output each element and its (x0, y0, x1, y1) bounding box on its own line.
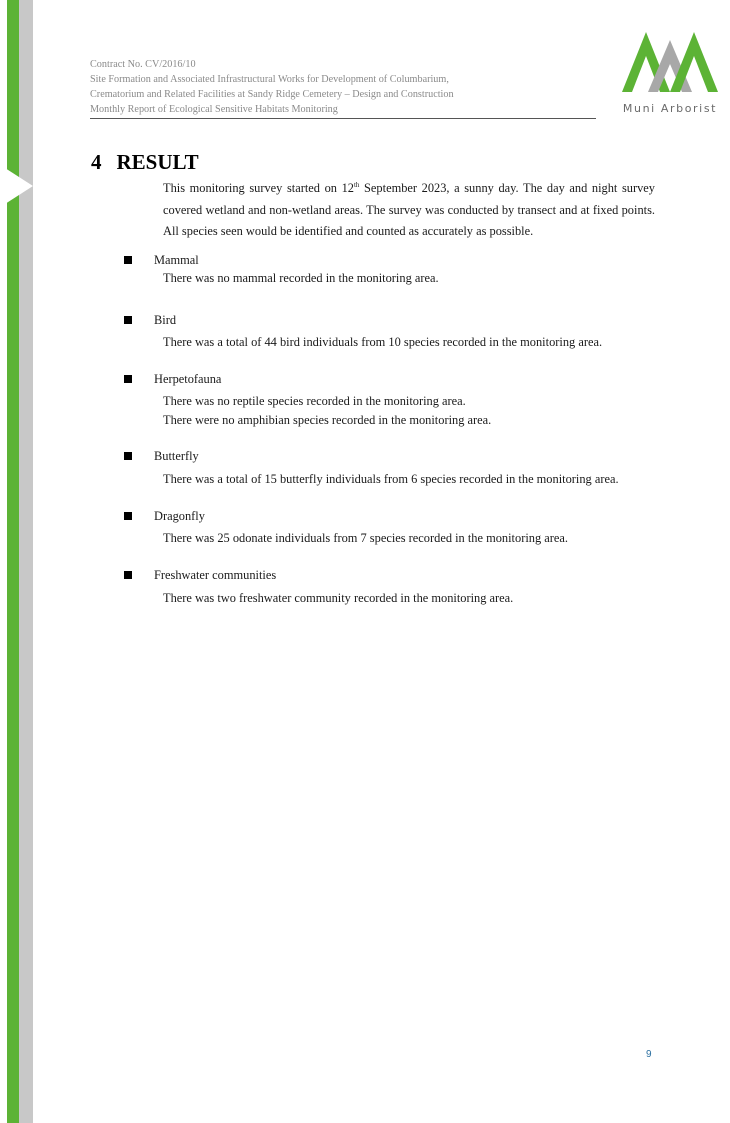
result-title: Dragonfly (154, 509, 205, 523)
logo-mountains-icon (612, 26, 728, 98)
header-report-line: Monthly Report of Ecological Sensitive Habitats Monitoring (90, 104, 338, 115)
header-project-line-2: Crematorium and Related Facilities at Sandy Ridge Cemetery – Design and Construction (90, 89, 454, 100)
result-text: There was two freshwater community recorded in the monitoring area. (163, 591, 514, 605)
bullet-icon (124, 316, 132, 324)
bullet-icon (124, 571, 132, 579)
result-title: Bird (154, 313, 177, 327)
section-title (91, 150, 199, 175)
bullet-icon (124, 256, 132, 264)
result-text: There was no reptile species recorded in the monitoring area. (163, 394, 466, 408)
section-number: 4 (91, 150, 102, 174)
document-header (90, 57, 596, 119)
result-text: There were no amphibian species recorded in the monitoring area. (163, 413, 492, 427)
page-number: 9 (646, 1049, 652, 1060)
result-text: There was 25 odonate individuals from 7 species recorded in the monitoring area. (163, 531, 568, 545)
result-text: There was no mammal recorded in the monitoring area. (163, 271, 439, 285)
bullet-icon (124, 452, 132, 460)
bullet-icon (124, 512, 132, 520)
header-contract-line: Contract No. CV/2016/10 (90, 59, 196, 70)
intro-text-start: This monitoring survey started on 12 (163, 181, 354, 195)
result-text: There was a total of 44 bird individuals from 10 species recorded in the monitoring area. (163, 335, 603, 349)
intro-text-end: September 2023, a sunny day. The day and night survey covered wetland and non-wetland areas. The survey was conducted by transect and at fixed points. All species seen would be identified and counted as accurately as possible. (163, 181, 655, 238)
side-bar-notch (5, 168, 33, 204)
result-title: Freshwater communities (154, 568, 277, 582)
section-title-text: RESULT (116, 150, 199, 174)
company-logo (612, 26, 728, 122)
intro-paragraph (163, 178, 655, 243)
result-title: Herpetofauna (154, 372, 222, 386)
result-text: There was a total of 15 butterfly individuals from 6 species recorded in the monitoring area. (163, 472, 619, 486)
header-project-line-1: Site Formation and Associated Infrastructural Works for Development of Columbarium, (90, 74, 449, 85)
bullet-icon (124, 375, 132, 383)
result-title: Butterfly (154, 449, 199, 463)
intro-superscript: th (353, 180, 360, 189)
logo-text: Muni Arborist (622, 102, 718, 115)
result-title: Mammal (154, 253, 199, 267)
